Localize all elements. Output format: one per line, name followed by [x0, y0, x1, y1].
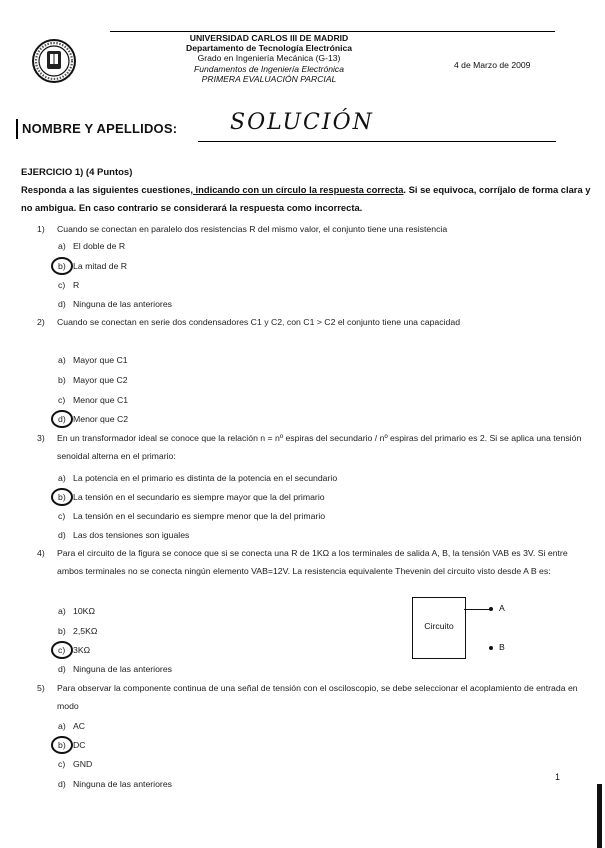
option-text: 3KΩ: [73, 645, 91, 655]
terminal-a-dot: [489, 607, 493, 611]
course-name: Fundamentos de Ingeniería Electrónica: [193, 63, 344, 74]
department-name: Departamento de Tecnología Electrónica: [185, 43, 353, 54]
q1-option-c[interactable]: [58, 277, 79, 293]
name-label: NOMBRE Y APELLIDOS:: [22, 121, 178, 136]
university-seal-icon: [31, 38, 77, 84]
option-letter: a): [58, 473, 66, 483]
option-text: 10KΩ: [73, 606, 95, 616]
option-letter: c): [58, 511, 66, 521]
name-value: SOLUCIÓN: [230, 110, 374, 135]
terminal-b-label: B: [499, 642, 505, 652]
option-letter: b): [58, 492, 66, 502]
option-text: El doble de R: [73, 241, 126, 251]
exam-name: PRIMERA EVALUACIÓN PARCIAL: [201, 73, 337, 84]
answer-circle: [51, 641, 73, 659]
option-text: Las dos tensiones son iguales: [73, 530, 190, 540]
page-edge-bar: [597, 784, 602, 848]
question-text: Cuando se conectan en paralelo dos resistencias R del mismo valor, el conjunto tiene una resistencia: [57, 224, 448, 234]
option-letter: c): [58, 280, 66, 290]
instructions-part-1: Responda a las siguientes cuestiones,: [21, 184, 193, 195]
page-number: 1: [555, 772, 561, 782]
option-letter: d): [58, 779, 66, 789]
q4-option-d[interactable]: [58, 661, 172, 677]
option-text: 2,5KΩ: [73, 626, 98, 636]
q2-option-a[interactable]: [58, 352, 128, 368]
option-text: La tensión en el secundario es siempre menor que la del primario: [73, 511, 326, 521]
option-letter: c): [58, 759, 66, 769]
degree-name: Grado en Ingeniería Mecánica (G-13): [197, 53, 341, 64]
option-text: GND: [73, 759, 93, 769]
option-text: Ninguna de las anteriores: [73, 779, 173, 789]
option-text: AC: [73, 721, 86, 731]
q1-option-d[interactable]: [58, 296, 172, 312]
option-letter: d): [58, 299, 66, 309]
option-letter: a): [58, 355, 66, 365]
answer-circle: [51, 736, 73, 754]
option-text: R: [73, 280, 80, 290]
question-number: 1): [37, 224, 45, 234]
terminal-b-dot: [489, 646, 493, 650]
q3-option-b[interactable]: [58, 489, 325, 505]
option-letter: a): [58, 721, 66, 731]
option-text: Ninguna de las anteriores: [73, 299, 173, 309]
q3-option-c[interactable]: [58, 508, 325, 524]
option-text: Ninguna de las anteriores: [73, 664, 173, 674]
q5-option-c[interactable]: [58, 756, 92, 772]
option-letter: b): [58, 375, 66, 385]
circuit-label: Circuito: [424, 621, 454, 631]
question-number: 2): [37, 317, 45, 327]
option-letter: b): [58, 261, 66, 271]
option-letter: d): [58, 530, 66, 540]
answer-circle: [51, 257, 73, 275]
option-text: Menor que C1: [73, 395, 129, 405]
option-letter: b): [58, 626, 66, 636]
question-text: Cuando se conectan en serie dos condensadores C1 y C2, con C1 > C2 el conjunto tiene una capacidad: [57, 317, 461, 327]
question-number: 5): [37, 683, 45, 693]
q5-option-a[interactable]: [58, 718, 85, 734]
instructions-part-2: . Si se equivoca, corríjalo de forma clara y no ambigua. En caso contrario se considerará la respuesta como incorrecta.: [21, 184, 591, 213]
q5-option-d[interactable]: [58, 776, 172, 792]
name-field-bar: [16, 119, 18, 139]
question-text: Para el circuito de la figura se conoce que si se conecta una R de 1KΩ a los terminales de salida A, B, la tensión VAB es 3V. Si entre ambos terminales no se conecta ningún elemento VAB=12V. La resistencia equivalente Thevenin del circuito visto desde A B es:: [57, 548, 568, 576]
header-block: [110, 33, 428, 84]
answer-circle: [51, 488, 73, 506]
option-text: Menor que C2: [73, 414, 129, 424]
terminal-a-wire: [464, 609, 490, 610]
question-number: 3): [37, 433, 45, 443]
name-underline: [198, 141, 556, 142]
q2-option-c[interactable]: [58, 392, 128, 408]
university-name: UNIVERSIDAD CARLOS III DE MADRID: [189, 33, 349, 43]
question-text: En un transformador ideal se conoce que la relación n = nº espiras del secundario / nº espiras del primario es 2. Si se aplica una tensión senoidal alterna en el primario:: [57, 433, 582, 461]
q3-option-a[interactable]: [58, 470, 337, 486]
q1-option-a[interactable]: [58, 238, 125, 254]
option-letter: b): [58, 740, 66, 750]
answer-circle: [51, 410, 73, 428]
option-text: Mayor que C2: [73, 375, 128, 385]
question-text: Para observar la componente continua de una señal de tensión con el osciloscopio, se debe seleccionar el acoplamiento de entrada en modo: [57, 683, 578, 711]
option-text: Mayor que C1: [73, 355, 128, 365]
option-letter: d): [58, 414, 66, 424]
option-letter: c): [58, 395, 66, 405]
option-text: La tensión en el secundario es siempre mayor que la del primario: [73, 492, 325, 502]
option-letter: d): [58, 664, 66, 674]
option-text: DC: [73, 740, 86, 750]
option-letter: c): [58, 645, 66, 655]
header-rule: [110, 31, 555, 32]
q4-option-b[interactable]: [58, 623, 97, 639]
q3-option-d[interactable]: [58, 527, 189, 543]
instructions-underlined: indicando con un círculo la respuesta correcta: [192, 184, 404, 195]
option-text: La potencia en el primario es distinta de la potencia en el secundario: [73, 473, 338, 483]
question-number: 4): [37, 548, 45, 558]
option-letter: a): [58, 606, 66, 616]
exam-date: 4 de Marzo de 2009: [454, 60, 531, 70]
exercise-title: EJERCICIO 1) (4 Puntos): [21, 167, 133, 178]
q4-option-a[interactable]: [58, 603, 95, 619]
option-letter: a): [58, 241, 66, 251]
terminal-a-label: A: [499, 603, 505, 613]
q2-option-b[interactable]: [58, 372, 128, 388]
exercise-instructions: [21, 181, 591, 217]
option-text: La mitad de R: [73, 261, 128, 271]
